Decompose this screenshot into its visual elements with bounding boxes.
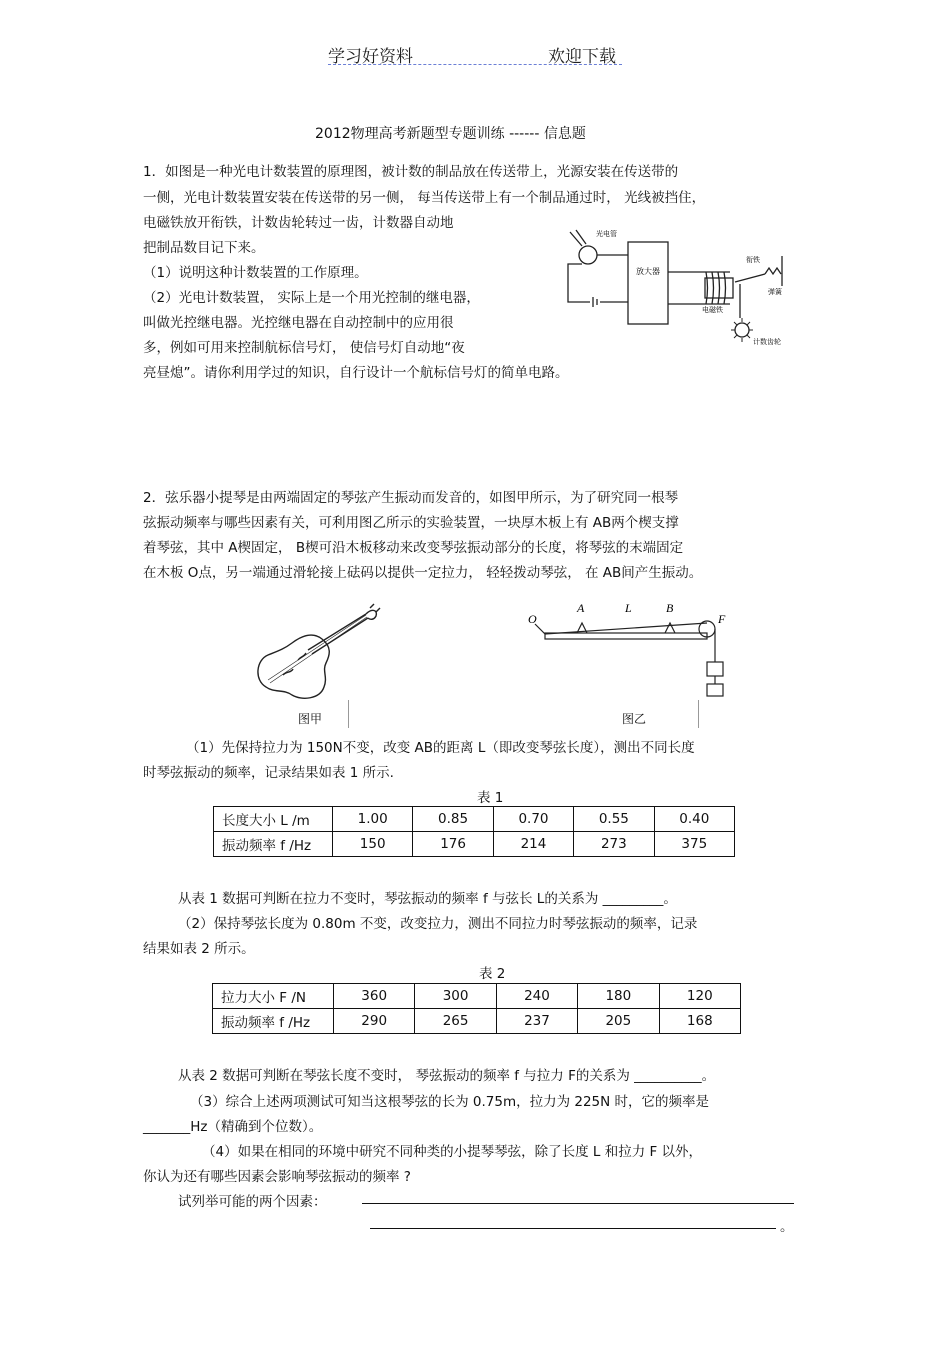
table-row xyxy=(214,807,735,832)
q1-line: 多，例如可用来控制航标信号灯， 使信号灯自动地“夜 xyxy=(143,340,465,356)
q1-line: 一侧，光电计数装置安装在传送带的另一侧， 每当传送带上有一个制品通过时， 光线被挡住， xyxy=(143,190,706,206)
fig2-label-b: B xyxy=(666,601,674,615)
table-cell: 120 xyxy=(659,984,740,1009)
table-cell: 300 xyxy=(415,984,496,1009)
table-1 xyxy=(213,806,735,857)
header-left: 学习好资料 xyxy=(328,47,413,67)
q2-part1-line: 时琴弦振动的频率，记录结果如表 1 所示. xyxy=(143,765,394,781)
table-cell: 237 xyxy=(496,1009,577,1034)
figure-b-caption: 图乙 xyxy=(622,712,647,726)
q2-line: 弦振动频率与哪些因素有关，可利用图乙所示的实验装置，一块厚木板上有 AB两个楔支撑 xyxy=(143,515,679,531)
q2-line: 着琴弦，其中 A楔固定， B楔可沿木板移动来改变琴弦振动部分的长度，将琴弦的末端固定 xyxy=(143,540,684,556)
table2-caption: 表 2 xyxy=(479,966,506,982)
header-divider xyxy=(328,64,622,65)
table1-caption: 表 1 xyxy=(477,790,504,806)
table-row xyxy=(213,1009,741,1034)
q2-line: 2．弦乐器小提琴是由两端固定的琴弦产生振动而发音的，如图甲所示，为了研究同一根琴 xyxy=(143,490,679,506)
photoelectric-counter-diagram xyxy=(560,222,805,350)
figure-a-divider xyxy=(348,700,349,728)
table-cell: 振动频率 f /Hz xyxy=(214,832,333,857)
table-cell: 360 xyxy=(334,984,415,1009)
answer-line-2[interactable] xyxy=(370,1228,776,1229)
table-cell: 0.55 xyxy=(574,807,654,832)
fig1-label-gear: 计数齿轮 xyxy=(753,338,781,346)
factors-prompt: 试列举可能的两个因素： xyxy=(178,1194,327,1210)
figure-a-caption: 图甲 xyxy=(298,712,323,726)
table-cell: 振动频率 f /Hz xyxy=(213,1009,334,1034)
answer-line-1[interactable] xyxy=(362,1203,794,1204)
table-cell: 375 xyxy=(654,832,734,857)
fig1-label-magnet: 电磁铁 xyxy=(702,306,723,314)
q2-line: 在木板 O点，另一端通过滑轮接上砝码以提供一定拉力， 轻轻拨动琴弦， 在 AB间产生振动。 xyxy=(143,565,703,581)
table-cell: 1.00 xyxy=(333,807,413,832)
page-title: 2012物理高考新题型专题训练 ------ 信息题 xyxy=(315,126,586,142)
table-2 xyxy=(212,983,741,1034)
table-cell: 拉力大小 F /N xyxy=(213,984,334,1009)
table-cell: 168 xyxy=(659,1009,740,1034)
table1-conclusion: 从表 1 数据可判断在拉力不变时，琴弦振动的频率 f 与弦长 L的关系为 _________。 xyxy=(178,891,677,907)
table-row xyxy=(214,832,735,857)
table-cell: 273 xyxy=(574,832,654,857)
q2-part3-line: （3）综合上述两项测试可知当这根琴弦的长为 0.75m，拉力为 225N 时，它的频率是 xyxy=(190,1094,710,1110)
table-cell: 265 xyxy=(415,1009,496,1034)
table-cell: 0.85 xyxy=(413,807,493,832)
fig2-label-o: O xyxy=(528,612,537,626)
q1-line: 电磁铁放开衔铁，计数齿轮转过一齿，计数器自动地 xyxy=(143,215,454,231)
table-cell: 290 xyxy=(334,1009,415,1034)
table-cell: 0.70 xyxy=(493,807,573,832)
table-cell: 长度大小 L /m xyxy=(214,807,333,832)
q1-line: 亮昼熄”。请你利用学过的知识，自行设计一个航标信号灯的简单电路。 xyxy=(143,365,569,381)
header-right: 欢迎下载 xyxy=(548,47,616,67)
table-row xyxy=(213,984,741,1009)
table-cell: 176 xyxy=(413,832,493,857)
table2-conclusion: 从表 2 数据可判断在琴弦长度不变时， 琴弦振动的频率 f 与拉力 F的关系为 __________。 xyxy=(178,1068,716,1084)
fig1-label-spring: 弹簧 xyxy=(768,288,782,296)
string-apparatus-figure xyxy=(525,598,740,703)
table-cell: 214 xyxy=(493,832,573,857)
violin-figure xyxy=(248,600,388,700)
figure-b-divider xyxy=(698,700,699,728)
table-cell: 205 xyxy=(578,1009,659,1034)
fig1-label-tube: 光电管 xyxy=(596,230,617,238)
q2-part2-line: （2）保持琴弦长度为 0.80m 不变，改变拉力，测出不同拉力时琴弦振动的频率，记录 xyxy=(178,916,698,932)
fig2-label-a: A xyxy=(577,601,585,615)
q1-line: 把制品数目记下来。 xyxy=(143,240,265,256)
fig2-label-l: L xyxy=(625,601,632,615)
q1-line: 1．如图是一种光电计数装置的原理图，被计数的制品放在传送带上，光源安装在传送带的 xyxy=(143,164,679,180)
q1-line: （1）说明这种计数装置的工作原理。 xyxy=(143,265,368,281)
fig1-label-amp: 放大器 xyxy=(636,267,660,276)
q1-line: 叫做光控继电器。光控继电器在自动控制中的应用很 xyxy=(143,315,454,331)
table-cell: 180 xyxy=(578,984,659,1009)
answer-line-end: 。 xyxy=(780,1219,794,1235)
q2-part4-line: （4）如果在相同的环境中研究不同种类的小提琴琴弦，除了长度 L 和拉力 F 以外， xyxy=(202,1144,703,1160)
fig2-label-f: F xyxy=(718,612,726,626)
table-cell: 0.40 xyxy=(654,807,734,832)
q2-part1-line: （1）先保持拉力为 150N不变，改变 AB的距离 L（即改变琴弦长度），测出不同长度 xyxy=(186,740,695,756)
table-cell: 150 xyxy=(333,832,413,857)
fig1-label-armature: 衔铁 xyxy=(746,256,760,264)
q2-part3-line: _______Hz（精确到个位数）。 xyxy=(143,1119,323,1135)
q2-part2-line: 结果如表 2 所示。 xyxy=(143,941,255,957)
q1-line: （2）光电计数装置， 实际上是一个用光控制的继电器， xyxy=(143,290,480,306)
table-cell: 240 xyxy=(496,984,577,1009)
q2-part4-line: 你认为还有哪些因素会影响琴弦振动的频率 ? xyxy=(143,1169,411,1185)
